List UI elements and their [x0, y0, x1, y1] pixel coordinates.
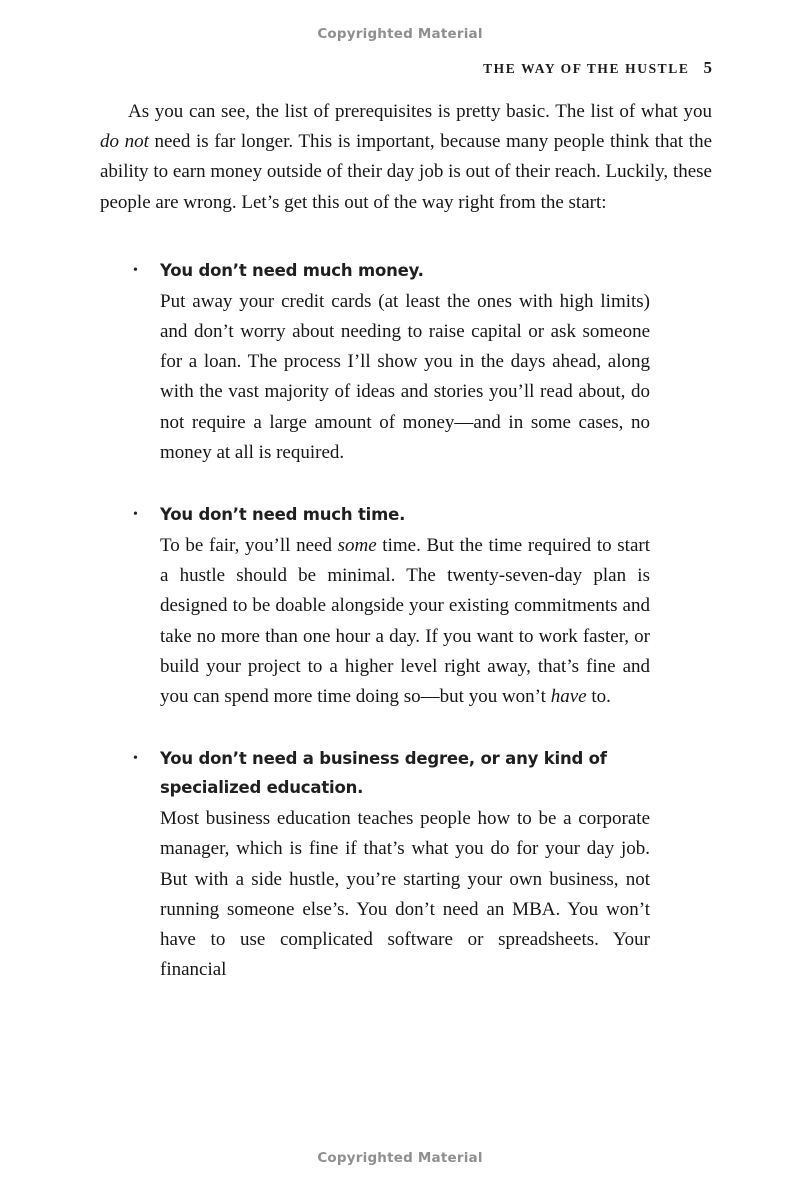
bullet-heading-education: You don’t need a business degree, or any kind of specialized education. [160, 749, 607, 798]
opening-text-continued: need is far longer. This is important, because many people think that the ability to earn money outside of their day job is out of their reach. Luckily, these people are wrong. Let’s get this out of the way right from the start: [100, 131, 712, 213]
page-content [100, 97, 712, 1017]
opening-paragraph [100, 97, 712, 218]
running-header-title: THE WAY OF THE HUSTLE [483, 61, 690, 76]
bullet-item-money [133, 256, 650, 468]
copyright-notice-top: Copyrighted Material [317, 26, 483, 42]
page-number: 5 [703, 58, 712, 77]
opening-italic-phrase: do not [100, 131, 149, 153]
bullet-content [160, 256, 650, 468]
bullet-item-time [133, 500, 650, 712]
bullet-body-education: Most business education teaches people how to be a corporate manager, which is fine if that’s what you do for your day job. But with a side hustle, you’re starting your own business, not running someone else’s. You don’t need an MBA. You won’t have to use complicated software or spreadsheets. Your financial [160, 808, 650, 981]
bullet-heading-time: You don’t need much time. [160, 505, 406, 525]
bullet-list [100, 256, 712, 986]
bullet-body-money: Put away your credit cards (at least the ones with high limits) and don’t worry about needing to raise capital or ask someone for a loan. The process I’ll show you in the days ahead, along with the vast majority of ideas and stories you’ll read about, do not require a large amount of money—and in some cases, no money at all is required. [160, 290, 650, 463]
bullet-marker: • [133, 751, 138, 767]
bullet-item-education [133, 744, 650, 985]
bullet-body-text: time. But the time required to start a hustle should be minimal. The twenty-seven-day plan is designed to be doable alongside your existing commitments and take no more than one hour a day. If you want to work faster, or build your project to a higher level right away, that’s fine and you can spend more time doing so—but you won’t [160, 535, 650, 708]
opening-text: As you can see, the list of prerequisites is pretty basic. The list of what you [128, 101, 712, 122]
running-header [100, 58, 712, 78]
bullet-body-italic: have [550, 686, 587, 708]
bullet-content [160, 500, 650, 712]
bullet-body-time [160, 531, 650, 712]
bullet-body-italic: some [337, 535, 377, 557]
bullet-marker: • [133, 507, 138, 523]
copyright-notice-bottom: Copyrighted Material [317, 1150, 483, 1166]
bullet-marker: • [133, 262, 138, 278]
bullet-content [160, 744, 650, 985]
bullet-body-text: to. [586, 686, 611, 708]
bullet-heading-money: You don’t need much money. [160, 260, 424, 280]
bullet-body-text: To be fair, you’ll need [160, 535, 338, 557]
